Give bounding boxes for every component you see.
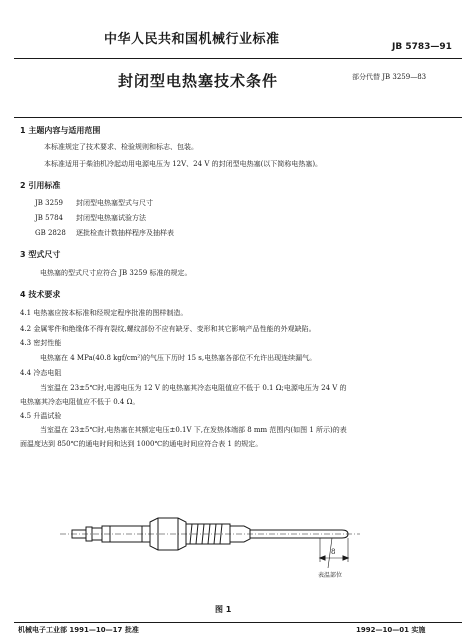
section-4-heading: 4 技术要求: [20, 290, 61, 299]
clause-4-1: 4.1 电热塞应按本标准和经规定程序批准的图样制造。: [20, 309, 188, 317]
approval-date: 机械电子工业部 1991—10—17 批准: [18, 626, 139, 634]
clause-4-5-text-1: 当室温在 23±5℃时,电热塞在其额定电压±0.1V 下,在发热体端部 8 mm 范围内(如图 1 所示)的表: [40, 426, 347, 434]
document-title: 封闭型电热塞技术条件: [118, 72, 279, 90]
section-1-para-1: 本标准规定了技术要求、检验规则和标志、包装。: [44, 143, 198, 151]
clause-4-5-text-2: 面温度达到 850℃的通电时间和达到 1000℃的通电时间应符合表 1 的规定。: [20, 440, 263, 448]
clause-4-4-text-2: 电热塞其冷态电阻值应不低于 0.4 Ω。: [20, 398, 140, 406]
ref-code-2: JB 5784: [35, 214, 63, 222]
section-2-heading: 2 引用标准: [20, 181, 61, 190]
section-1-heading: 1 主题内容与适用范围: [20, 126, 101, 135]
standard-number: JB 5783—91: [392, 42, 452, 52]
issuing-org: 中华人民共和国机械行业标准: [104, 32, 280, 47]
footer-rule: [14, 622, 462, 623]
clause-4-3-heading: 4.3 密封性能: [20, 339, 62, 347]
ref-code-3: GB 2828: [35, 229, 66, 237]
section-3-para: 电热塞的型式尺寸应符合 JB 3259 标准的规定。: [40, 269, 192, 277]
replaces-note: 部分代替 JB 3259—83: [352, 73, 427, 81]
clause-4-4-text-1: 当室温在 23±5℃时,电源电压为 12 V 的电热塞其冷态电阻值应不低于 0.1 Ω;电源电压为 24 V 的: [40, 384, 347, 392]
dimension-label: 8: [331, 548, 336, 556]
title-rule: [14, 117, 462, 118]
ref-code-1: JB 3259: [35, 199, 63, 207]
clause-4-5-heading: 4.5 升温试验: [20, 412, 62, 420]
ref-title-2: 封闭型电热塞试验方法: [76, 214, 146, 222]
section-3-heading: 3 型式尺寸: [20, 250, 61, 259]
ref-title-1: 封闭型电热塞型式与尺寸: [76, 199, 153, 207]
clause-4-4-heading: 4.4 冷态电阻: [20, 369, 62, 377]
figure-caption: 图 1: [215, 605, 232, 614]
ref-title-3: 逐批检查计数抽样程序及抽样表: [76, 229, 174, 237]
clause-4-2: 4.2 金属零件和绝缘体不得有裂纹,螺纹部份不应有缺牙、变形和其它影响产品性能的外观缺陷。: [20, 325, 316, 333]
clause-4-3-text: 电热塞在 4 MPa(40.8 kgf/cm²)的气压下历时 15 s,电热塞各部位不允许出现连续漏气。: [40, 354, 317, 362]
effective-date: 1992—10—01 实施: [356, 626, 426, 634]
header-rule: [14, 58, 462, 59]
glow-plug-figure: [60, 500, 380, 580]
section-1-para-2: 本标准适用于柴油机冷起动用电源电压为 12V、24 V 的封闭型电热塞(以下简称电热塞)。: [44, 160, 323, 168]
callout-label: 表温部位: [318, 572, 343, 579]
